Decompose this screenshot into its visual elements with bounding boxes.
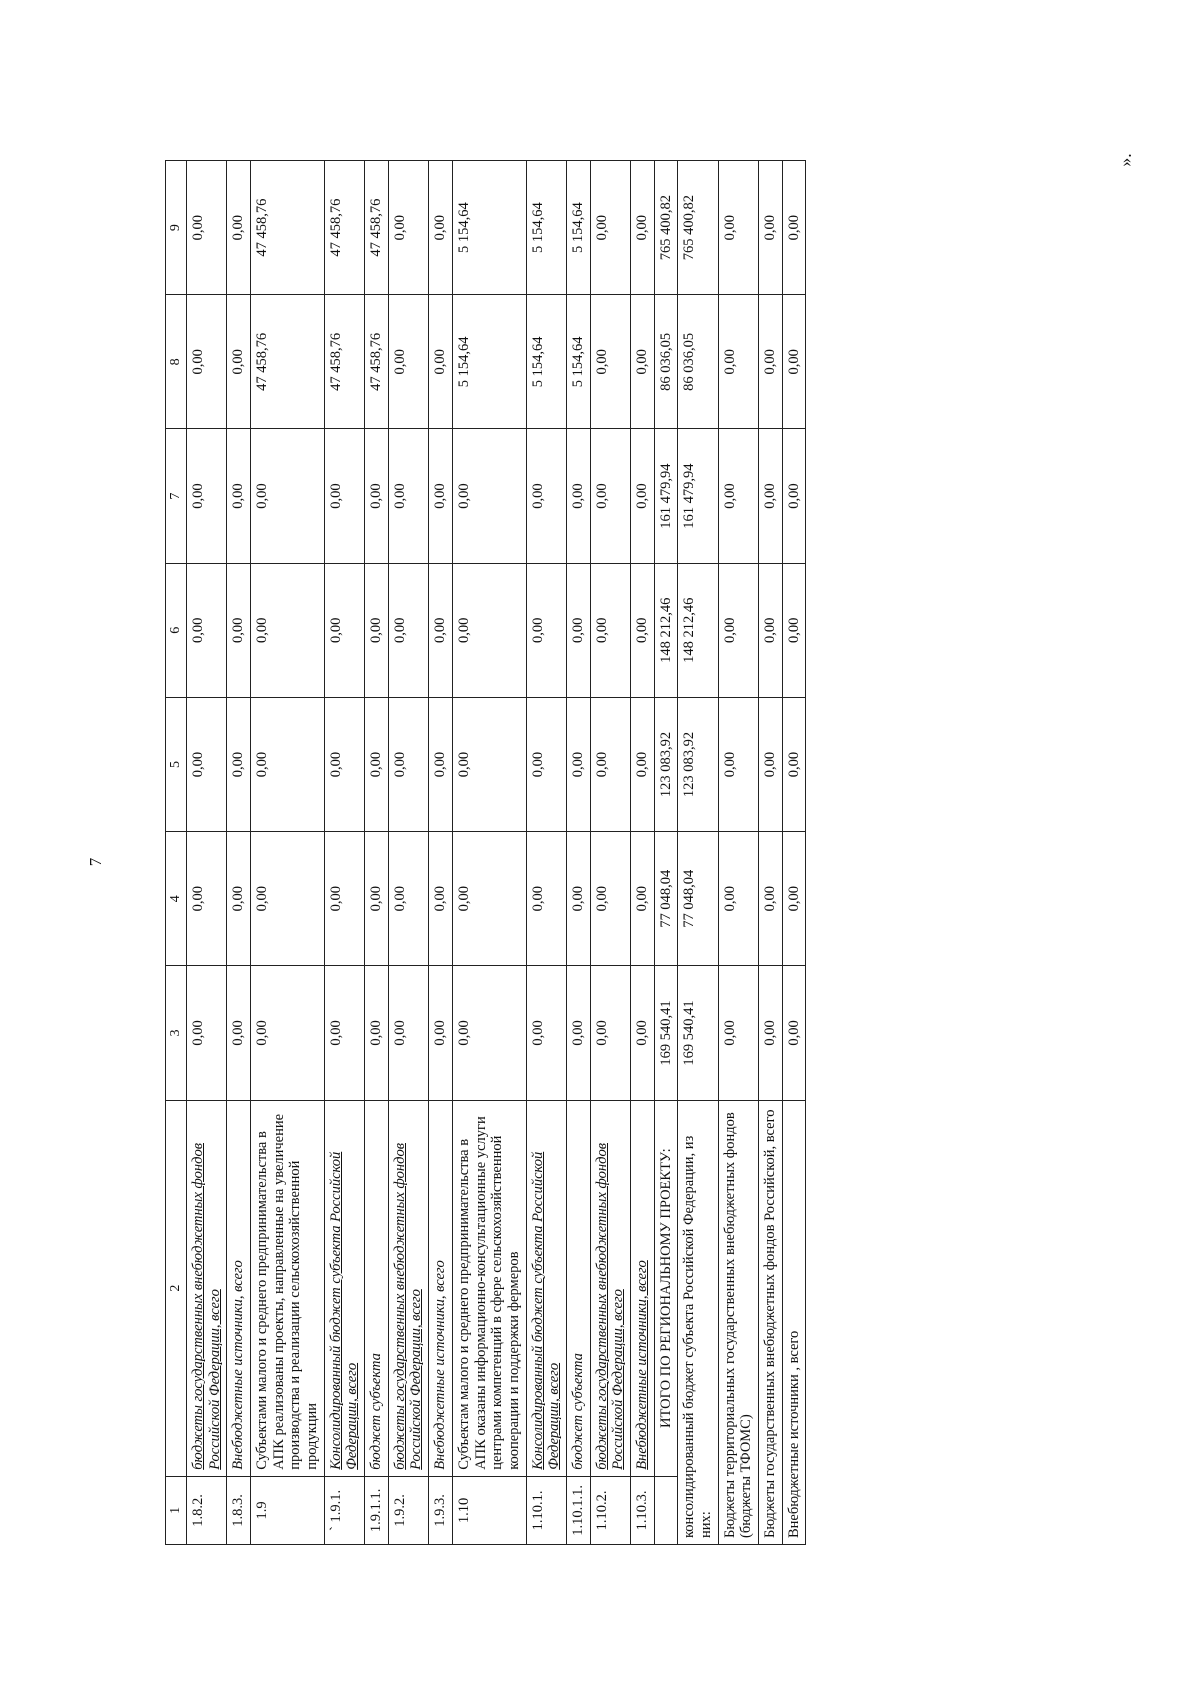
row-label-text: бюджеты государственных внебюджетных фондов Российской Федерации, всего (391, 1143, 425, 1470)
row-label: Бюджеты территориальных государственных внебюджетных фондов (бюджеты ТФОМС) (718, 1100, 758, 1544)
table-row (590, 161, 630, 1545)
value-cell: 0,00 (590, 966, 630, 1100)
value-cell: 0,00 (452, 429, 526, 563)
value-cell: 0,00 (718, 697, 758, 831)
column-header: 5 (166, 697, 187, 831)
row-code: 1.9.1.1. (365, 1476, 389, 1544)
value-cell: 0,00 (590, 563, 630, 697)
table-row (324, 161, 364, 1545)
value-cell: 5 154,64 (526, 295, 566, 429)
value-cell: 0,00 (324, 563, 364, 697)
value-cell: 0,00 (758, 429, 782, 563)
value-cell: 0,00 (365, 697, 389, 831)
value-cell: 161 479,94 (678, 429, 718, 563)
value-cell: 0,00 (324, 966, 364, 1100)
value-cell: 0,00 (526, 429, 566, 563)
value-cell: 0,00 (227, 966, 251, 1100)
value-cell: 0,00 (526, 966, 566, 1100)
value-cell: 0,00 (251, 429, 325, 563)
value-cell: 0,00 (758, 966, 782, 1100)
value-cell: 0,00 (429, 429, 453, 563)
value-cell: 77 048,04 (654, 832, 678, 966)
value-cell: 0,00 (758, 563, 782, 697)
closing-quote-mark: ». (1115, 153, 1135, 167)
value-cell: 0,00 (630, 161, 654, 295)
row-label (365, 1100, 389, 1476)
row-label (388, 1100, 428, 1476)
row-label (526, 1100, 566, 1476)
value-cell: 0,00 (630, 295, 654, 429)
value-cell: 0,00 (718, 161, 758, 295)
row-label (590, 1100, 630, 1476)
value-cell: 0,00 (227, 697, 251, 831)
value-cell: 0,00 (187, 832, 227, 966)
table-row (718, 161, 758, 1545)
column-header: 4 (166, 832, 187, 966)
table-row (227, 161, 251, 1545)
value-cell: 77 048,04 (678, 832, 718, 966)
table-row (758, 161, 782, 1545)
row-code (654, 1476, 678, 1544)
table-row (630, 161, 654, 1545)
value-cell: 0,00 (526, 697, 566, 831)
value-cell: 0,00 (758, 295, 782, 429)
row-label-text: бюджет субъекта (368, 1353, 385, 1470)
value-cell: 5 154,64 (526, 161, 566, 295)
value-cell: 5 154,64 (566, 295, 590, 429)
row-label-text: Внебюджетные источники, всего (633, 1260, 650, 1470)
row-code: ` 1.9.1. (324, 1476, 364, 1544)
value-cell: 123 083,92 (654, 697, 678, 831)
table-row (452, 161, 526, 1545)
value-cell: 0,00 (365, 429, 389, 563)
table-row (678, 161, 718, 1545)
value-cell: 0,00 (590, 295, 630, 429)
table-row (388, 161, 428, 1545)
value-cell: 0,00 (452, 832, 526, 966)
value-cell: 169 540,41 (654, 966, 678, 1100)
row-label-text: бюджет субъекта (569, 1353, 586, 1470)
value-cell: 0,00 (758, 832, 782, 966)
value-cell: 0,00 (365, 563, 389, 697)
row-label (429, 1100, 453, 1476)
value-cell: 0,00 (526, 563, 566, 697)
column-header: 3 (166, 966, 187, 1100)
table-row (365, 161, 389, 1545)
value-cell: 0,00 (324, 429, 364, 563)
value-cell: 169 540,41 (678, 966, 718, 1100)
value-cell: 5 154,64 (566, 161, 590, 295)
value-cell: 0,00 (388, 966, 428, 1100)
value-cell: 0,00 (590, 429, 630, 563)
value-cell: 0,00 (630, 966, 654, 1100)
row-code: 1.10.1. (526, 1476, 566, 1544)
value-cell: 0,00 (187, 161, 227, 295)
value-cell: 0,00 (758, 697, 782, 831)
value-cell: 5 154,64 (452, 295, 526, 429)
value-cell: 0,00 (388, 697, 428, 831)
value-cell: 161 479,94 (654, 429, 678, 563)
table-header-row (166, 161, 187, 1545)
row-label-text: Внебюджетные источники, всего (230, 1260, 247, 1470)
table-row (187, 161, 227, 1545)
value-cell: 0,00 (782, 161, 806, 295)
value-cell: 0,00 (324, 832, 364, 966)
budget-table-container (165, 160, 1115, 1545)
column-header: 6 (166, 563, 187, 697)
value-cell: 5 154,64 (452, 161, 526, 295)
table-body (187, 161, 806, 1545)
value-cell: 0,00 (782, 429, 806, 563)
value-cell: 0,00 (782, 697, 806, 831)
value-cell: 0,00 (227, 295, 251, 429)
row-code: 1.10.1.1. (566, 1476, 590, 1544)
value-cell: 0,00 (388, 832, 428, 966)
page-number: 7 (86, 857, 105, 867)
value-cell: 0,00 (566, 429, 590, 563)
total-row (654, 161, 678, 1545)
value-cell: 148 212,46 (678, 563, 718, 697)
row-code: 1.10.2. (590, 1476, 630, 1544)
value-cell: 0,00 (388, 429, 428, 563)
table-row (429, 161, 453, 1545)
value-cell: 0,00 (566, 697, 590, 831)
value-cell: 47 458,76 (365, 295, 389, 429)
value-cell: 47 458,76 (365, 161, 389, 295)
value-cell: 0,00 (429, 563, 453, 697)
value-cell: 0,00 (452, 563, 526, 697)
value-cell: 0,00 (388, 563, 428, 697)
table-row (251, 161, 325, 1545)
row-label: Внебюджетные источники , всего (782, 1100, 806, 1544)
value-cell: 0,00 (227, 563, 251, 697)
row-label-text: Внебюджетные источники, всего (432, 1260, 449, 1470)
value-cell: 86 036,05 (654, 295, 678, 429)
value-cell: 0,00 (187, 697, 227, 831)
row-label (630, 1100, 654, 1476)
value-cell: 0,00 (782, 295, 806, 429)
value-cell: 0,00 (782, 563, 806, 697)
value-cell: 0,00 (526, 832, 566, 966)
value-cell: 86 036,05 (678, 295, 718, 429)
value-cell: 0,00 (566, 966, 590, 1100)
table-row (566, 161, 590, 1545)
value-cell: 0,00 (452, 966, 526, 1100)
row-code: 1.9.3. (429, 1476, 453, 1544)
value-cell: 0,00 (782, 832, 806, 966)
value-cell: 0,00 (718, 429, 758, 563)
value-cell: 0,00 (718, 966, 758, 1100)
row-label: ИТОГО ПО РЕГИОНАЛЬНОМУ ПРОЕКТУ: (654, 1100, 678, 1476)
value-cell: 765 400,82 (678, 161, 718, 295)
row-label (566, 1100, 590, 1476)
value-cell: 0,00 (758, 161, 782, 295)
column-header: 7 (166, 429, 187, 563)
value-cell: 0,00 (187, 295, 227, 429)
value-cell: 0,00 (590, 697, 630, 831)
value-cell: 0,00 (429, 161, 453, 295)
column-header: 9 (166, 161, 187, 295)
value-cell: 0,00 (590, 832, 630, 966)
value-cell: 0,00 (630, 697, 654, 831)
table-row (782, 161, 806, 1545)
column-header: 2 (166, 1100, 187, 1476)
value-cell: 0,00 (429, 295, 453, 429)
value-cell: 0,00 (452, 697, 526, 831)
row-label-text: Консолидированный бюджет субъекта Российской Федерации, всего (327, 1151, 361, 1470)
row-label (187, 1100, 227, 1476)
value-cell: 0,00 (429, 966, 453, 1100)
row-code: 1.8.3. (227, 1476, 251, 1544)
row-code: 1.10 (452, 1476, 526, 1544)
value-cell: 0,00 (718, 832, 758, 966)
value-cell: 0,00 (630, 563, 654, 697)
row-label (324, 1100, 364, 1476)
row-label (227, 1100, 251, 1476)
row-code: 1.9.2. (388, 1476, 428, 1544)
value-cell: 0,00 (251, 563, 325, 697)
row-label: Субъектами малого и среднего предпринимательства в АПК реализованы проекты, направленные на увеличение производства и реализации сельскохозяйственной продукции (251, 1100, 325, 1476)
row-label: Субъектам малого и среднего предпринимательства в АПК оказаны информационно-консультационные услуги центрами компетенций в сфере сельскохозяйственной кооперации и поддержки фермеров (452, 1100, 526, 1476)
value-cell: 0,00 (187, 429, 227, 563)
value-cell: 0,00 (630, 832, 654, 966)
value-cell: 0,00 (227, 161, 251, 295)
column-header: 1 (166, 1476, 187, 1544)
budget-table (165, 160, 806, 1545)
value-cell: 0,00 (227, 832, 251, 966)
row-label-text: бюджеты государственных внебюджетных фондов Российской Федерации, всего (190, 1143, 223, 1470)
value-cell: 0,00 (590, 161, 630, 295)
value-cell: 47 458,76 (324, 295, 364, 429)
value-cell: 0,00 (388, 161, 428, 295)
value-cell: 0,00 (251, 966, 325, 1100)
row-code: 1.10.3. (630, 1476, 654, 1544)
value-cell: 0,00 (566, 832, 590, 966)
value-cell: 0,00 (251, 697, 325, 831)
value-cell: 0,00 (429, 832, 453, 966)
value-cell: 0,00 (251, 832, 325, 966)
value-cell: 0,00 (187, 563, 227, 697)
row-label-text: бюджеты государственных внебюджетных фондов Российской Федерации, всего (593, 1143, 627, 1470)
row-code: 1.8.2. (187, 1476, 227, 1544)
value-cell: 0,00 (388, 295, 428, 429)
value-cell: 47 458,76 (251, 161, 325, 295)
value-cell: 47 458,76 (324, 161, 364, 295)
value-cell: 0,00 (782, 966, 806, 1100)
value-cell: 0,00 (630, 429, 654, 563)
value-cell: 123 083,92 (678, 697, 718, 831)
value-cell: 0,00 (566, 563, 590, 697)
value-cell: 0,00 (429, 697, 453, 831)
value-cell: 0,00 (718, 563, 758, 697)
value-cell: 765 400,82 (654, 161, 678, 295)
value-cell: 0,00 (187, 966, 227, 1100)
row-code: 1.9 (251, 1476, 325, 1544)
table-row (526, 161, 566, 1545)
row-label: Бюджеты государственных внебюджетных фондов Российской, всего (758, 1100, 782, 1544)
value-cell: 0,00 (718, 295, 758, 429)
row-label-text: Консолидированный бюджет субъекта Российской Федерации, всего (529, 1151, 563, 1470)
value-cell: 0,00 (227, 429, 251, 563)
value-cell: 0,00 (365, 966, 389, 1100)
column-header: 8 (166, 295, 187, 429)
row-label: консолидированный бюджет субъекта Российской Федерации, из них: (678, 1100, 718, 1544)
value-cell: 47 458,76 (251, 295, 325, 429)
value-cell: 148 212,46 (654, 563, 678, 697)
value-cell: 0,00 (365, 832, 389, 966)
value-cell: 0,00 (324, 697, 364, 831)
